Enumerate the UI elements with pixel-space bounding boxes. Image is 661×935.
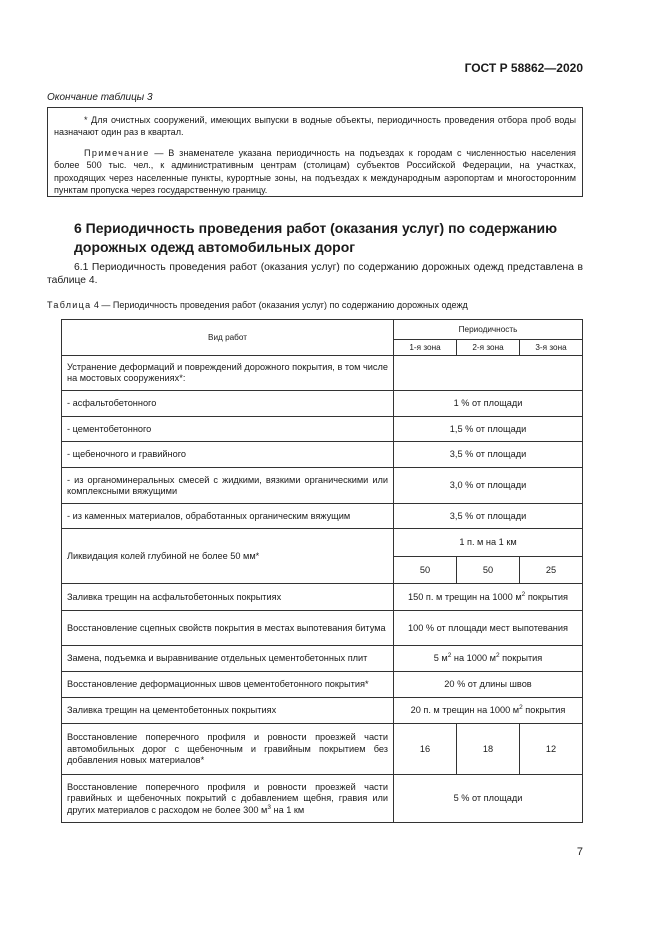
table4-caption-text: 4 — Периодичность проведения работ (оказания услуг) по содержанию дорожных одежд bbox=[91, 300, 468, 310]
table-row bbox=[62, 584, 583, 611]
value-text: 5 м bbox=[433, 653, 448, 664]
row-value: 20 % от длины швов bbox=[394, 672, 583, 698]
table3-footnote: * Для очистных сооружений, имеющих выпуски в водные объекты, периодичность проведения отбора проб воды назначают один раз в квартал. bbox=[54, 115, 576, 138]
col-header-period: Периодичность bbox=[394, 320, 583, 340]
col-header-work: Вид работ bbox=[62, 320, 394, 356]
row-work: Восстановление деформационных швов цементобетонного покрытия* bbox=[62, 672, 394, 698]
document-header: ГОСТ Р 58862—2020 bbox=[464, 61, 583, 75]
table-row bbox=[62, 417, 583, 442]
value-text: 150 п. м трещин на 1000 м bbox=[408, 591, 522, 602]
row-work: Устранение деформаций и повреждений дорожного покрытия, в том числе на мостовых сооружениях*: bbox=[62, 356, 394, 391]
table-row bbox=[62, 529, 583, 557]
row-value: 100 % от площади мест выпотевания bbox=[394, 611, 583, 646]
row-value: 1,5 % от площади bbox=[394, 417, 583, 442]
row-work: - цементобетонного bbox=[62, 417, 394, 442]
col-header-zone1: 1-я зона bbox=[394, 340, 457, 356]
row-value: 3,0 % от площади bbox=[394, 468, 583, 504]
table3-notes-box bbox=[47, 107, 583, 197]
zone1-value: 16 bbox=[394, 724, 457, 775]
table-row bbox=[62, 468, 583, 504]
row-work: Ликвидация колей глубиной не более 50 мм* bbox=[62, 529, 394, 584]
row-value bbox=[394, 698, 583, 724]
row-work: Восстановление поперечного профиля и ровности проезжей части автомобильных дорог с щебеночным и гравийным покрытием без добавления новых материалов* bbox=[62, 724, 394, 775]
note-label: Примечание bbox=[84, 148, 150, 158]
table-row bbox=[62, 611, 583, 646]
work-text: на 1 км bbox=[270, 804, 305, 815]
table-row bbox=[62, 356, 583, 391]
row-value bbox=[394, 584, 583, 611]
table-row bbox=[62, 646, 583, 672]
row-value: 1 п. м на 1 км bbox=[394, 529, 583, 557]
zone3-value: 25 bbox=[520, 557, 583, 584]
table-row bbox=[62, 672, 583, 698]
row-work: Заливка трещин на асфальтобетонных покрытиях bbox=[62, 584, 394, 611]
table-row bbox=[62, 724, 583, 775]
row-work: Восстановление сцепных свойств покрытия в местах выпотевания битума bbox=[62, 611, 394, 646]
value-sup: 2 bbox=[495, 652, 500, 660]
row-work: Замена, подъемка и выравнивание отдельных цементобетонных плит bbox=[62, 646, 394, 672]
table-row bbox=[62, 775, 583, 823]
zone2-value: 18 bbox=[457, 724, 520, 775]
row-work: - асфальтобетонного bbox=[62, 391, 394, 417]
page-number: 7 bbox=[576, 846, 583, 858]
col-header-zone3: 3-я зона bbox=[520, 340, 583, 356]
table4-caption bbox=[47, 300, 468, 310]
row-value-empty bbox=[394, 356, 583, 391]
table-row bbox=[62, 698, 583, 724]
row-work: - из каменных материалов, обработанных органическим вяжущим bbox=[62, 504, 394, 529]
value-text: на 1000 м bbox=[451, 653, 496, 664]
zone2-value: 50 bbox=[457, 557, 520, 584]
table3-note bbox=[54, 147, 576, 197]
note-text: — В знаменателе указана периодичность на подъездах к городам с численностью населения более 500 тыс. чел., к административным центрам (столицам) субъектов Российской Федерации, на участках, проходящих через населенные пункты, курортные зоны, на подъездах к международным аэропортам и многосторонним пунктам пропуска через государственную границу. bbox=[54, 148, 576, 196]
table-row bbox=[62, 442, 583, 468]
work-sup: 3 bbox=[267, 803, 271, 811]
row-value: 1 % от площади bbox=[394, 391, 583, 417]
value-text: 20 п. м трещин на 1000 м bbox=[410, 705, 520, 716]
table-row bbox=[62, 391, 583, 417]
table4 bbox=[61, 319, 583, 823]
value-sup: 2 bbox=[521, 590, 526, 598]
table4-caption-label: Таблица bbox=[47, 300, 92, 310]
value-text: покрытия bbox=[525, 591, 568, 602]
value-sup: 2 bbox=[447, 652, 452, 660]
section-6-title: 6 Периодичность проведения работ (оказания услуг) по содержанию дорожных одежд автомобильных дорог bbox=[74, 220, 558, 255]
zone3-value: 12 bbox=[520, 724, 583, 775]
paragraph-6-1: 6.1 Периодичность проведения работ (оказания услуг) по содержанию дорожных одежд представлена в таблице 4. bbox=[47, 262, 583, 287]
table-row bbox=[62, 504, 583, 529]
value-sup: 2 bbox=[519, 704, 523, 712]
col-header-zone2: 2-я зона bbox=[457, 340, 520, 356]
row-value: 3,5 % от площади bbox=[394, 442, 583, 468]
value-text: покрытия bbox=[522, 705, 566, 716]
row-value: 3,5 % от площади bbox=[394, 504, 583, 529]
row-work: - щебеночного и гравийного bbox=[62, 442, 394, 468]
row-work bbox=[62, 775, 394, 823]
value-text: покрытия bbox=[499, 653, 543, 664]
row-value: 5 % от площади bbox=[394, 775, 583, 823]
row-work: Заливка трещин на цементобетонных покрытиях bbox=[62, 698, 394, 724]
table3-end-caption: Окончание таблицы 3 bbox=[47, 92, 153, 103]
zone1-value: 50 bbox=[394, 557, 457, 584]
row-value bbox=[394, 646, 583, 672]
work-text: Восстановление поперечного профиля и ровности проезжей части гравийных и щебеночных покрытий с добавлением щебня, гравия или других материалов с расходом не более 300 м bbox=[67, 781, 388, 815]
row-work: - из органоминеральных смесей с жидкими, вязкими органическими или комплексными вяжущими bbox=[62, 468, 394, 504]
